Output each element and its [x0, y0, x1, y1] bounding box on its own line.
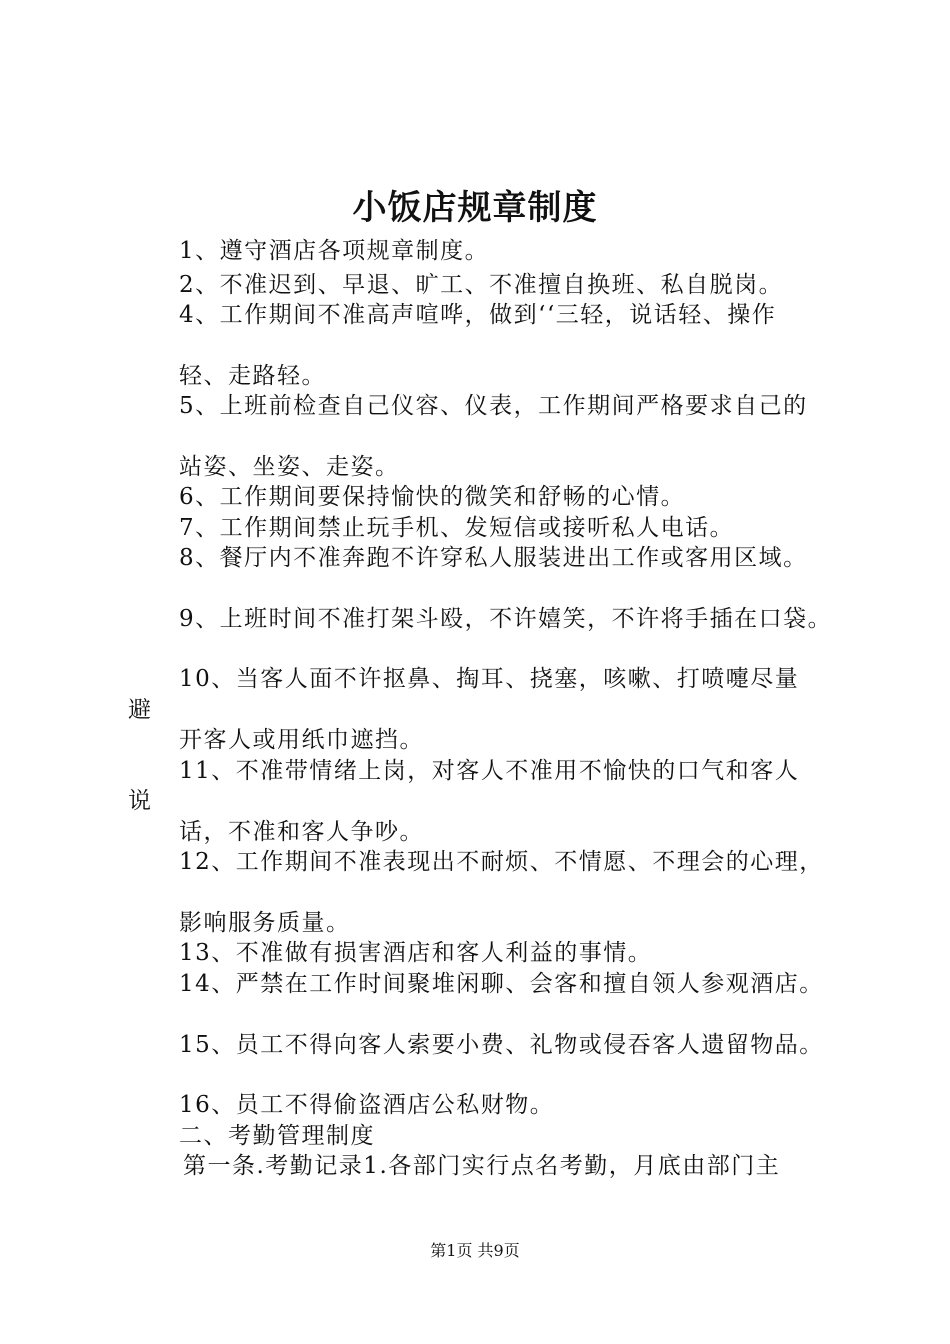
rule-line: 说 [128, 788, 153, 814]
rule-line: 话，不准和客人争吵。 [179, 819, 424, 845]
rule-line: 2、不准迟到、早退、旷工、不准擅自换班、私自脱岗。 [179, 272, 784, 298]
rule-line: 12、工作期间不准表现出不耐烦、不情愿、不理会的心理， [179, 849, 824, 875]
rule-line: 9、上班时间不准打架斗殴，不许嬉笑，不许将手插在口袋。 [179, 606, 833, 632]
rule-line: 13、不准做有损害酒店和客人利益的事情。 [179, 940, 653, 966]
rule-line: 14、严禁在工作时间聚堆闲聊、会客和擅自领人参观酒店。 [179, 971, 824, 997]
rule-line: 11、不准带情绪上岗，对客人不准用不愉快的口气和客人 [179, 758, 800, 784]
page-footer: 第1页 共9页 [430, 1241, 520, 1260]
rule-line: 5、上班前检查自己仪容、仪表，工作期间严格要求自己的 [179, 393, 808, 419]
rule-line: 开客人或用纸巾遮挡。 [179, 727, 424, 753]
rule-line: 15、员工不得向客人索要小费、礼物或侵吞客人遗留物品。 [179, 1032, 824, 1058]
rule-line: 6、工作期间要保持愉快的微笑和舒畅的心情。 [179, 484, 686, 510]
rule-line: 1、遵守酒店各项规章制度。 [179, 238, 490, 264]
section-heading: 二、考勤管理制度 [179, 1123, 375, 1149]
rule-line: 8、餐厅内不准奔跑不许穿私人服装进出工作或客用区域。 [179, 545, 808, 571]
document-title: 小饭店规章制度 [352, 188, 598, 228]
rule-line: 站姿、坐姿、走姿。 [179, 454, 400, 480]
rule-line: 4、工作期间不准高声喧哗，做到‘‘三轻，说话轻、操作 [179, 302, 777, 328]
rule-line: 10、当客人面不许抠鼻、掏耳、挠塞，咳嗽、打喷嚏尽量 [179, 666, 800, 692]
rule-line: 7、工作期间禁止玩手机、发短信或接听私人电话。 [179, 515, 735, 541]
rule-line: 轻、走路轻。 [179, 363, 326, 389]
rule-line: 避 [128, 697, 153, 723]
rule-line: 第一条.考勤记录1.各部门实行点名考勤，月底由部门主 [183, 1153, 781, 1179]
rule-line: 16、员工不得偷盗酒店公私财物。 [179, 1092, 555, 1118]
rule-line: 影响服务质量。 [179, 910, 351, 936]
